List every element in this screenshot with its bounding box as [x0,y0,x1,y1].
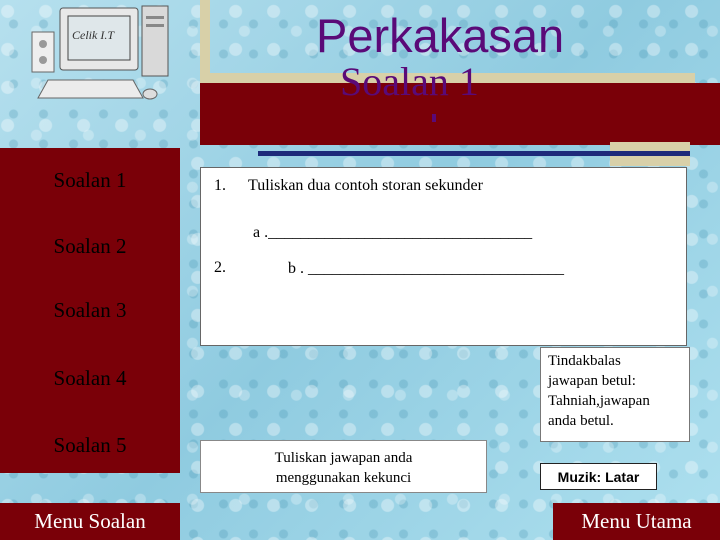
feedback-line: Tahniah,jawapan [548,393,650,409]
sidebar-item-soalan-2[interactable]: Soalan 2 [53,234,127,258]
gold-accent-vertical [200,0,210,83]
question-number-1: 1. [214,177,226,194]
music-button[interactable]: Muzik: Latar [540,463,657,490]
question-box [200,167,687,346]
question-prompt: Tuliskan dua contoh storan sekunder [248,177,483,194]
page-title: Perkakasan [316,9,565,62]
sidebar-item-soalan-5[interactable]: Soalan 5 [53,433,127,457]
feedback-line: anda betul. [548,413,614,429]
page-subtitle: Soalan 1 [340,59,479,104]
subtitle-dot [432,114,436,122]
question-number-2: 2. [214,259,226,276]
title-underline [258,151,690,156]
answer-hint-line: menggunakan kekunci [275,470,412,486]
screen-caption: Celik I.T [72,28,114,42]
menu-soalan-button[interactable]: Menu Soalan [0,503,180,540]
sidebar-item-soalan-4[interactable]: Soalan 4 [53,366,127,390]
sidebar-item-soalan-3[interactable]: Soalan 3 [53,298,127,322]
feedback-box [540,347,690,442]
answer-hint-line: Tuliskan jawapan anda [274,450,413,466]
answer-hint-box [200,440,487,493]
answer-line-a[interactable]: a ._________________________________ [253,224,533,241]
feedback-line: Tindakbalas [548,353,621,369]
menu-utama-button[interactable]: Menu Utama [553,503,720,540]
computer-illustration-icon [28,2,178,102]
answer-line-b[interactable]: b . ________________________________ [288,260,564,277]
feedback-line: jawapan betul: [548,373,636,389]
sidebar-item-soalan-1[interactable]: Soalan 1 [53,168,127,192]
